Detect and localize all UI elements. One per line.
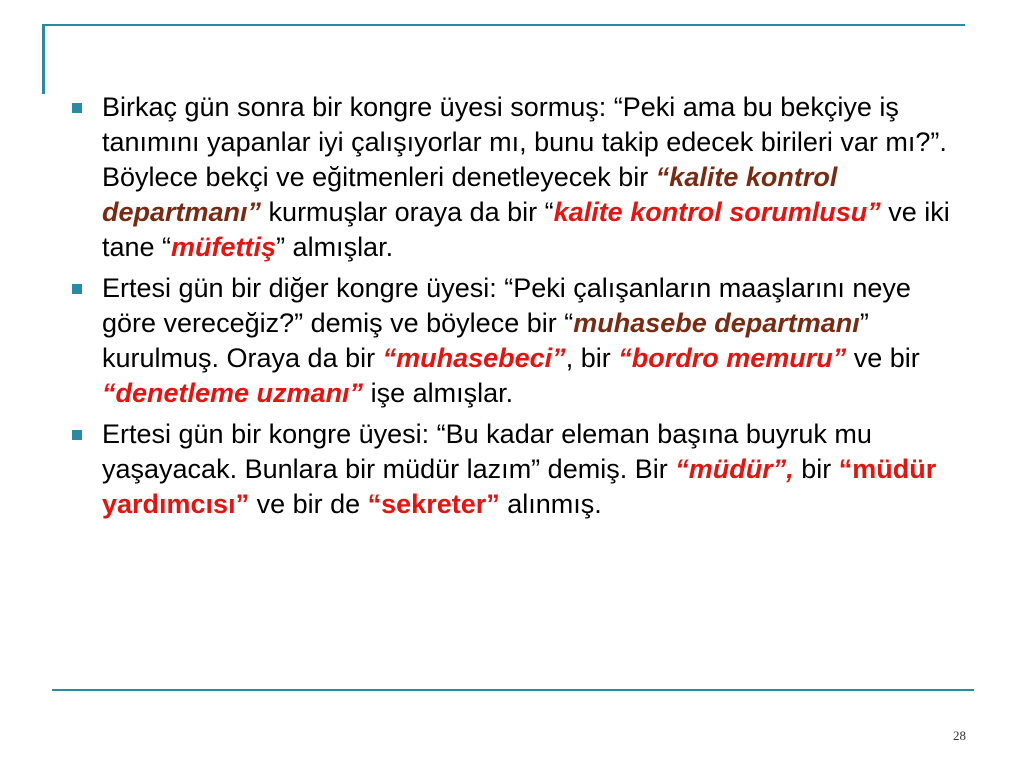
emphasis-text: “muhasebeci” xyxy=(382,343,566,373)
bullet-text: Ertesi gün bir diğer kongre üyesi: “Peki çalışanların maaşlarını neye göre vereceğiz?” demiş ve böylece bir “ xyxy=(102,273,911,338)
emphasis-text: “müdür yardımcısı” xyxy=(102,454,937,519)
page-number: 28 xyxy=(953,728,966,743)
emphasis-text: “sekreter” xyxy=(367,489,500,519)
bullet-text: ve iki tane “ xyxy=(102,197,950,262)
bullet-text: Birkaç gün sonra bir kongre üyesi sormuş: “Peki ama bu bekçiye iş tanımını yapanlar iyi çalışıyorlar mı, bunu takip edecek birileri var mı?”. Böylece bekçi ve eğitmenleri denetleyecek bir xyxy=(102,92,947,192)
emphasis-text: “denetleme uzmanı” xyxy=(102,378,364,408)
square-bullet-icon xyxy=(72,430,82,440)
decor-vertical-line xyxy=(42,24,45,94)
bullet-item xyxy=(60,271,960,411)
square-bullet-icon xyxy=(72,284,82,294)
bullet-item xyxy=(60,417,960,522)
bullet-text: ve bir de xyxy=(249,489,368,519)
square-bullet-icon xyxy=(72,103,82,113)
bullet-text: kurmuşlar oraya da bir “ xyxy=(261,197,554,227)
decor-top-line xyxy=(42,24,965,26)
decor-bottom-line xyxy=(52,689,974,691)
bullet-text: bir xyxy=(793,454,839,484)
bullet-text: işe almışlar. xyxy=(363,378,514,408)
emphasis-text: muhasebe departmanı xyxy=(573,308,860,338)
slide-body xyxy=(60,90,960,528)
bullet-text: ve bir xyxy=(846,343,920,373)
emphasis-text: müfettiş xyxy=(171,232,277,262)
bullet-text: ” almışlar. xyxy=(276,232,394,262)
bullet-text: Ertesi gün bir kongre üyesi: “Bu kadar eleman başına buyruk mu yaşayacak. Bunlara bir müdür lazım” demiş. Bir xyxy=(102,419,872,484)
emphasis-text: “bordro memuru” xyxy=(618,343,847,373)
emphasis-text: “müdür”, xyxy=(675,454,794,484)
bullet-text: ” kurulmuş. Oraya da bir xyxy=(102,308,869,373)
bullet-text: alınmış. xyxy=(499,489,602,519)
emphasis-text: kalite kontrol sorumlusu” xyxy=(553,197,881,227)
bullet-text: , bir xyxy=(565,343,619,373)
emphasis-text: “kalite kontrol departmanı” xyxy=(102,162,838,227)
bullet-item xyxy=(60,90,960,265)
